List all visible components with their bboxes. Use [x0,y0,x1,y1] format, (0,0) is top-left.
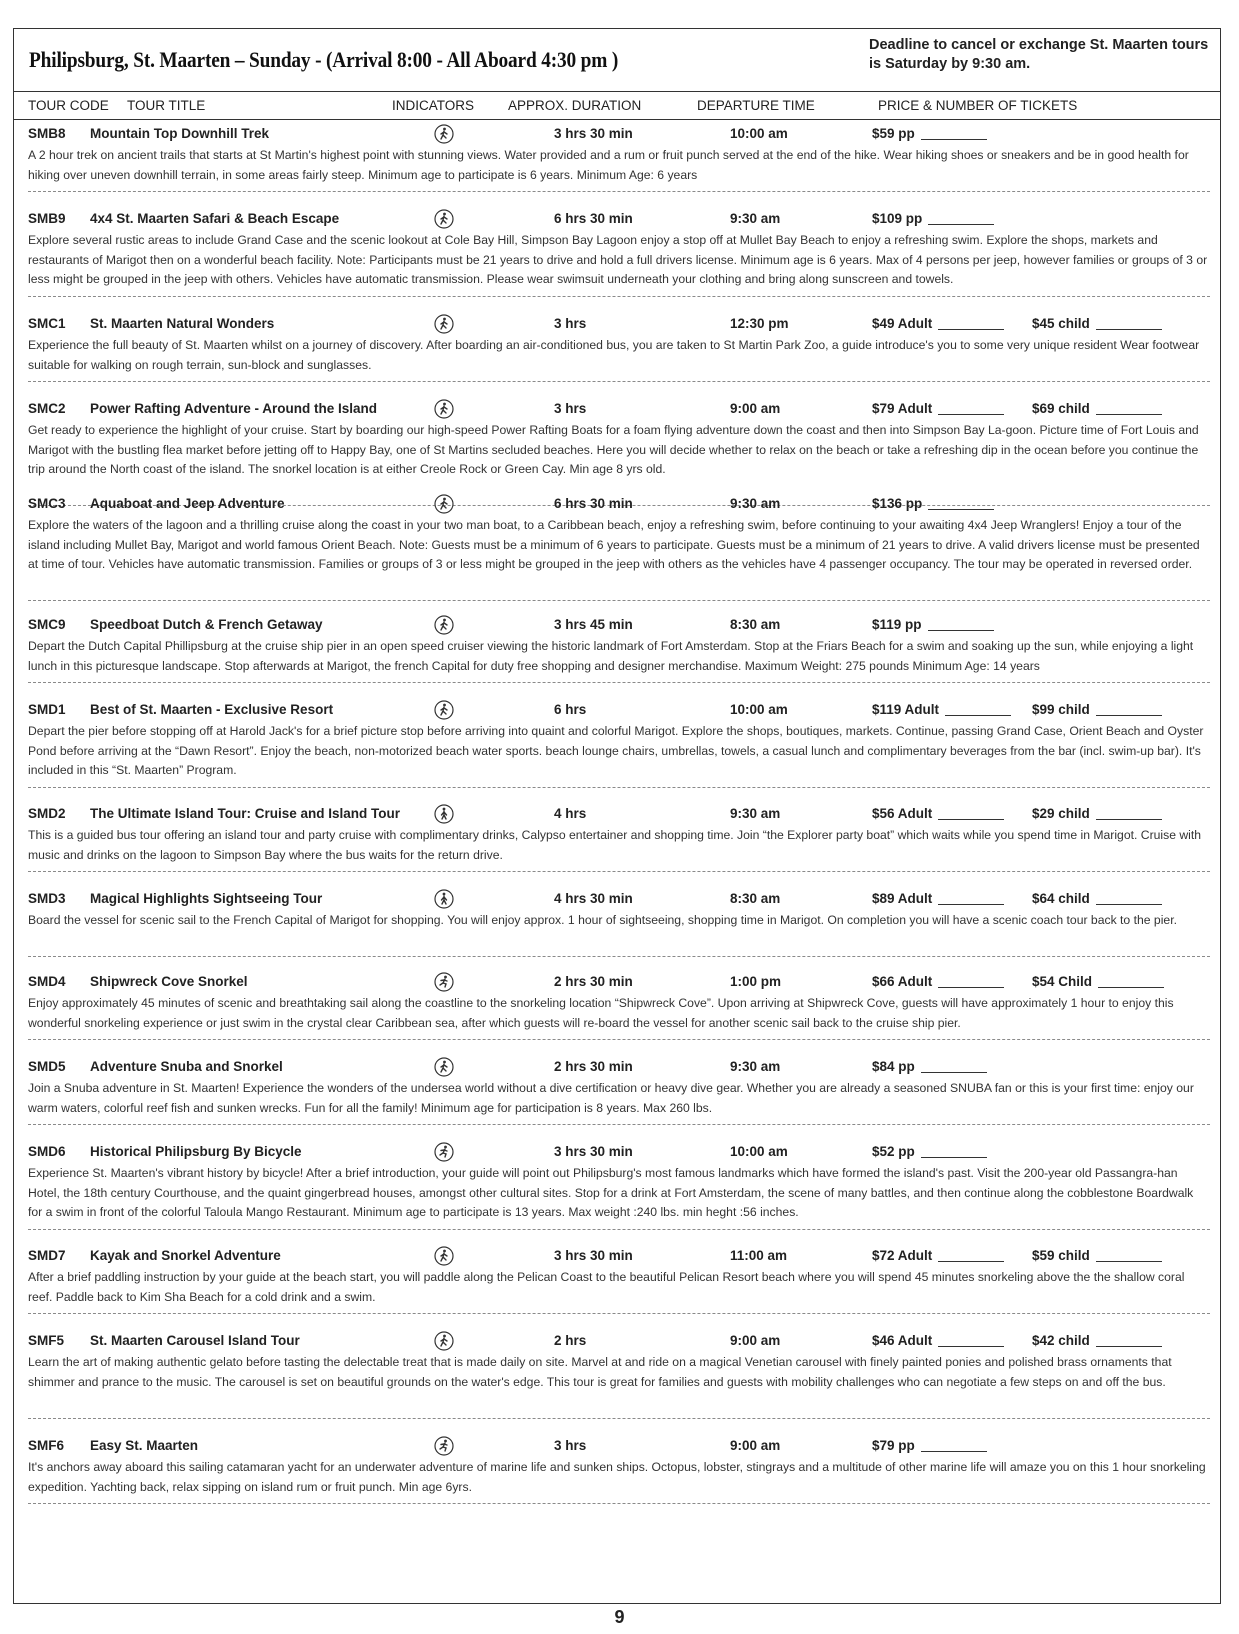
hiker-icon [434,314,454,334]
tour-description: Depart the Dutch Capital Phillipsburg at the cruise ship pier in an open speed cruiser viewing the historic landmark of Fort Amsterdam. Stop at the Friars Beach for a swim and soaking up the sun, while enjoying a light lunch in this picturesque landscape. Stop afterwards at Marigot, the french Capital for duty free shopping and designer merchandise. Maximum Weight: 275 pounds Minimum Age: 14 years [28,639,1194,673]
departure-time: 9:30 am [730,211,781,226]
walker-icon [434,804,454,824]
ticket-qty-field[interactable] [938,809,1004,820]
child-ticket-qty-field[interactable] [1096,705,1162,716]
hiker-icon [434,1246,454,1266]
price-primary [872,401,1004,416]
divider [28,682,1210,683]
ticket-qty-field[interactable] [938,319,1004,330]
departure-time: 10:00 am [730,126,788,141]
tour-description: Depart the pier before stopping off at Harold Jack's for a brief picture stop before arriving into quaint and colorful Marigot. Explore the shops, boutiques, markets. Continue, passing Grand Case, Orient Beach and Oyster Pond before arriving at the “Dawn Resort”. Enjoy the beach, non-motorized beach water sports. beach lounge chairs, umbrellas, towels, a casual lunch and complimentary beverages from the bar (incl. swim-up bar). It's included in this “St. Maarten” Program. [28,724,1204,777]
price-primary-label: $56 Adult [872,806,933,821]
tour-code: SMD5 [28,1059,66,1074]
tour-row [14,613,1220,637]
hiker-icon [434,124,454,144]
tour-title: Power Rafting Adventure - Around the Island [90,401,378,416]
tour-row [14,887,1220,911]
ticket-qty-field[interactable] [921,1147,987,1158]
child-ticket-qty-field[interactable] [1096,809,1162,820]
child-ticket-qty-field[interactable] [1096,894,1162,905]
tour-code: SMF5 [28,1333,65,1348]
child-ticket-qty-field[interactable] [1098,977,1164,988]
ticket-qty-field[interactable] [921,129,987,140]
divider [28,1124,1210,1125]
tour-description: Board the vessel for scenic sail to the French Capital of Marigot for shopping. You will enjoy approx. 1 hour of sightseeing, shopping time in Marigot. On completion you will have a scenic coach tour back to the pier. [28,913,1177,927]
departure-time: 10:00 am [730,1144,788,1159]
divider [28,296,1210,297]
divider [28,600,1210,601]
price-primary [872,1438,987,1453]
tour-duration: 3 hrs 30 min [554,1248,633,1263]
child-ticket-qty-field[interactable] [1096,1251,1162,1262]
price-primary [872,1333,1004,1348]
tour-row [14,122,1220,146]
tour-description: Enjoy approximately 45 minutes of scenic and breathtaking sail along the coastline to the snorkeling location “Shipwreck Cove”. Upon arriving at Shipwreck Cove, guests will have approximately 1 hour to enjoy this wonderful snorkeling experience or just swim in the crystal clear Caribbean sea, after which guests will re-board the vessel for another scenic sail back to the cruise ship pier. [28,996,1174,1030]
walker-icon [434,889,454,909]
tour-title: Mountain Top Downhill Trek [90,126,269,141]
tour-row [14,312,1220,336]
tour-row [14,1329,1220,1353]
divider [28,381,1210,382]
price-primary-label: $79 Adult [872,401,933,416]
price-child-label: $54 Child [1032,974,1093,989]
tour-title: Aquaboat and Jeep Adventure [90,496,285,511]
tour-duration: 6 hrs [554,702,587,717]
divider [28,787,1210,788]
tour-duration: 4 hrs 30 min [554,891,633,906]
price-child-label: $42 child [1032,1333,1090,1348]
departure-time: 9:00 am [730,1438,781,1453]
price-child [1032,702,1162,717]
ticket-qty-field[interactable] [928,214,994,225]
price-primary-label: $79 pp [872,1438,915,1453]
col-tour-title: TOUR TITLE [127,98,206,113]
departure-time: 9:30 am [730,806,781,821]
tour-code: SMC1 [28,316,66,331]
price-primary-label: $109 pp [872,211,923,226]
departure-time: 9:30 am [730,1059,781,1074]
tour-duration: 4 hrs [554,806,587,821]
page-title: Philipsburg, St. Maarten – Sunday - (Arrival 8:00 - All Aboard 4:30 pm ) [29,47,619,72]
tour-description: This is a guided bus tour offering an island tour and party cruise with complimentary drinks, Calypso entertainer and shopping time. Join “the Explorer party boat” which waits while you spend time in Marigot. Cruise with music and drinks on the lagoon to Simpson Bay where the bus waits for the return drive. [28,828,1202,862]
tour-code: SMC9 [28,617,66,632]
price-primary [872,211,994,226]
tour-row [14,397,1220,421]
tour-duration: 3 hrs 45 min [554,617,633,632]
tour-duration: 2 hrs 30 min [554,974,633,989]
deadline-line-2: is Saturday by 9:30 am. [869,56,1031,72]
tour-description: A 2 hour trek on ancient trails that starts at St Martin's highest point with stunning views. Water provided and a rum or fruit punch served at the end of the hike. Wear hiking shoes or sneakers and be in good health for hiking over uneven downhill terrain, in some areas fairly steep. Minimum age to participate is 6 years. Minimum Age: 6 years [28,148,1189,182]
price-primary-label: $136 pp [872,496,923,511]
price-primary [872,891,1004,906]
tour-row [14,1434,1220,1458]
ticket-qty-field[interactable] [938,1251,1004,1262]
ticket-qty-field[interactable] [938,977,1004,988]
tour-duration: 2 hrs [554,1333,587,1348]
price-child-label: $64 child [1032,891,1090,906]
divider [28,191,1210,192]
tour-title: 4x4 St. Maarten Safari & Beach Escape [90,211,340,226]
departure-time: 10:00 am [730,702,788,717]
departure-time: 11:00 am [730,1248,788,1263]
tour-description: Explore several rustic areas to include Grand Case and the scenic lookout at Cole Bay Hill, Simpson Bay Lagoon enjoy a stop off at Mullet Bay Beach to enjoy a refreshing swim. Explore the shops, markets and restaurants of Marigot then on a wonderful beach facility. Note: Participants must be 21 years to drive and hold a full drivers license. Minimum age is 6 years. Max of 4 persons per jeep, however families or groups of 3 or less might be grouped in the jeep with others. Vehicles have automatic transmission. Please wear swimsuit underneath your clothing and bring along sunscreen and towels. [28,233,1208,286]
price-primary-label: $46 Adult [872,1333,933,1348]
tour-row [14,698,1220,722]
tour-title: Adventure Snuba and Snorkel [90,1059,283,1074]
divider [28,1229,1210,1230]
price-child [1032,891,1162,906]
tour-sheet [13,28,1221,1604]
tour-title: St. Maarten Carousel Island Tour [90,1333,300,1348]
tour-code: SMD1 [28,702,66,717]
tour-description: Learn the art of making authentic gelato before tasting the delectable treat that is made daily on site. Marvel at and ride on a magical Venetian carousel with finely painted ponies and polished brass ornaments that shimmer and prance to the music. The carousel is set on beautiful grounds on the water's edge. This tour is great for families and guests with mobility challenges who can negotiate a few steps on and off the bus. [28,1355,1172,1389]
ticket-qty-field[interactable] [928,620,994,631]
tour-code: SMD3 [28,891,66,906]
price-child [1032,316,1162,331]
price-primary-label: $49 Adult [872,316,933,331]
tour-title: St. Maarten Natural Wonders [90,316,275,331]
ticket-qty-field[interactable] [921,1062,987,1073]
price-child [1032,1248,1162,1263]
departure-time: 9:00 am [730,401,781,416]
tour-code: SMB9 [28,211,66,226]
ticket-qty-field[interactable] [928,499,994,510]
tour-duration: 3 hrs 30 min [554,126,633,141]
departure-time: 8:30 am [730,891,781,906]
hiker-icon [434,494,454,514]
tour-duration: 3 hrs [554,1438,587,1453]
tour-row [14,207,1220,231]
tour-duration: 2 hrs 30 min [554,1059,633,1074]
price-child [1032,401,1162,416]
tour-title: Historical Philipsburg By Bicycle [90,1144,302,1159]
cancel-deadline-note [869,36,1219,74]
ticket-qty-field[interactable] [938,894,1004,905]
departure-time: 9:00 am [730,1333,781,1348]
tour-title: Easy St. Maarten [90,1438,199,1453]
departure-time: 1:00 pm [730,974,782,989]
price-primary-label: $119 Adult [872,702,940,717]
price-primary-label: $84 pp [872,1059,915,1074]
tour-title: Shipwreck Cove Snorkel [90,974,248,989]
tour-title: Best of St. Maarten - Exclusive Resort [90,702,334,717]
tour-duration: 3 hrs [554,316,587,331]
runner-icon [434,1436,454,1456]
divider [28,1313,1210,1314]
tour-description: It's anchors away aboard this sailing catamaran yacht for an underwater adventure of marine life and sunken ships. Octopus, lobster, stingrays and a multitude of other marine life will amaze you on this 1 hour snorkeling expedition. Yachting back, relax sipping on island rum or fruit punch. Min age 6yrs. [28,1460,1206,1494]
price-child-label: $59 child [1032,1248,1090,1263]
col-indicators: INDICATORS [392,98,475,113]
price-primary-label: $72 Adult [872,1248,933,1263]
hiker-icon [434,1057,454,1077]
tour-row [14,802,1220,826]
divider [28,1503,1210,1504]
price-child-label: $69 child [1032,401,1090,416]
divider [28,1418,1210,1419]
hiker-icon [434,615,454,635]
departure-time: 8:30 am [730,617,781,632]
price-primary [872,1248,1004,1263]
child-ticket-qty-field[interactable] [1096,319,1162,330]
tour-duration: 6 hrs 30 min [554,211,633,226]
tour-code: SMC2 [28,401,66,416]
hiker-icon [434,1331,454,1351]
tour-row [14,1140,1220,1164]
tour-code: SMC3 [28,496,66,511]
price-primary-label: $52 pp [872,1144,915,1159]
child-ticket-qty-field[interactable] [1096,404,1162,415]
col-tour-code: TOUR CODE [28,98,109,113]
price-primary-label: $119 pp [872,617,922,632]
runner-icon [434,972,454,992]
deadline-line-1: Deadline to cancel or exchange St. Maarten tours [869,37,1209,53]
runner-icon [434,1142,454,1162]
tour-duration: 3 hrs [554,401,587,416]
tour-code: SMB8 [28,126,66,141]
price-primary-label: $89 Adult [872,891,933,906]
price-child-label: $99 child [1032,702,1090,717]
tour-title: Magical Highlights Sightseeing Tour [90,891,323,906]
tour-code: SMF6 [28,1438,65,1453]
price-primary [872,496,994,511]
departure-time: 9:30 am [730,496,781,511]
tour-row [14,1055,1220,1079]
price-primary [872,1144,987,1159]
price-primary [872,702,1011,717]
price-child [1032,974,1164,989]
hiker-icon [434,700,454,720]
child-ticket-qty-field[interactable] [1096,1336,1162,1347]
price-primary [872,126,987,141]
tour-duration: 3 hrs 30 min [554,1144,633,1159]
tour-row [14,1244,1220,1268]
price-primary [872,1059,987,1074]
col-duration: APPROX. DURATION [508,98,642,113]
tour-code: SMD4 [28,974,66,989]
divider [28,956,1210,957]
price-primary [872,617,994,632]
col-price: PRICE & NUMBER OF TICKETS [878,98,1078,113]
tour-code: SMD7 [28,1248,66,1263]
header [14,29,1220,92]
tour-description: Experience the full beauty of St. Maarten whilst on a journey of discovery. After boarding an air-conditioned bus, you are taken to St Martin Park Zoo, a guide introduce's you to some very unique resident Wear footwear suitable for walking on rough terrain, sun-block and sunglasses. [28,338,1200,372]
column-headers [14,92,1220,120]
col-departure: DEPARTURE TIME [697,98,815,113]
tour-code: SMD6 [28,1144,66,1159]
divider [28,1039,1210,1040]
tour-row [14,492,1220,516]
price-primary [872,974,1004,989]
price-primary-label: $59 pp [872,126,915,141]
departure-time: 12:30 pm [730,316,789,331]
price-primary [872,806,1004,821]
price-primary [872,316,1004,331]
ticket-qty-field[interactable] [945,705,1011,716]
tour-row [14,970,1220,994]
price-primary-label: $66 Adult [872,974,933,989]
price-child-label: $29 child [1032,806,1090,821]
tour-description: Experience St. Maarten's vibrant history by bicycle! After a brief introduction, your guide will point out Philipsburg's most famous landmarks which have formed the island's past. Visit the 200-year old Passangra-han Hotel, the 18th century Courthouse, and the quaint gingerbread houses, amongst other cultural sites. Stop for a drink at Fort Amsterdam, the scene of many battles, and then continue along the cobblestone Boardwalk for a swim in front of the colorful Taloula Mango Restaurant. Minimum age to participate is 13 years. Max weight :240 lbs. min heght :56 inches. [28,1166,1194,1219]
ticket-qty-field[interactable] [938,1336,1004,1347]
tour-description: After a brief paddling instruction by your guide at the beach start, you will paddle along the Pelican Coast to the beautiful Pelican Resort beach where you will spend 45 minutes snorkeling above the the shallow coral reef. Paddle back to Kim Sha Beach for a cold drink and a swim. [28,1270,1185,1304]
ticket-qty-field[interactable] [938,404,1004,415]
price-child-label: $45 child [1032,316,1090,331]
tour-title: Kayak and Snorkel Adventure [90,1248,281,1263]
ticket-qty-field[interactable] [921,1441,987,1452]
hiker-icon [434,209,454,229]
divider [28,871,1210,872]
tour-title: The Ultimate Island Tour: Cruise and Island Tour [90,806,401,821]
hiker-icon [434,399,454,419]
tour-title: Speedboat Dutch & French Getaway [90,617,323,632]
price-child [1032,1333,1162,1348]
tour-description: Explore the waters of the lagoon and a thrilling cruise along the coast in your two man boat, to a Caribbean beach, enjoy a refreshing swim, before continuing to your awaiting 4x4 Jeep Wranglers! Enjoy a tour of the island including Mullet Bay, Marigot and world famous Orient Beach. Note: Guests must be a minimum of 6 years to participate. Guests must be a minimum of 21 years to drive. A valid drivers license must be presented at time of tour. Vehicles have automatic transmission. Families or groups of 3 or less might be grouped in the jeep with others as the vehicles have 4 passenger occupancy. The tour may be operated in reversed order. [28,518,1200,571]
tour-description: Join a Snuba adventure in St. Maarten! Experience the wonders of the undersea world without a dive certification or heavy dive gear. Whether you are already a seasoned SNUBA fan or this is your first time: enjoy our warm waters, colorful reef fish and sunken wrecks. Fun for all the family! Minimum age for participation is 8 years. Max 260 lbs. [28,1081,1194,1115]
tour-code: SMD2 [28,806,66,821]
page-number: 9 [614,1607,625,1627]
price-child [1032,806,1162,821]
tour-duration: 6 hrs 30 min [554,496,633,511]
tour-description: Get ready to experience the highlight of your cruise. Start by boarding our high-speed Power Rafting Boats for a foam flying adventure down the coast and then into Simpson Bay La-goon. Picture time of Fort Louis and Marigot with the bustling flea market before jetting off to Happy Bay, one of St Martins secluded beaches. Here you will decide whether to relax on the beach or take a refreshing dip in the ocean before you continue the trip around the North coast of the island. The snorkel location is at either Creole Rock or Green Cay. Min age 8 yrs old. [28,423,1199,476]
